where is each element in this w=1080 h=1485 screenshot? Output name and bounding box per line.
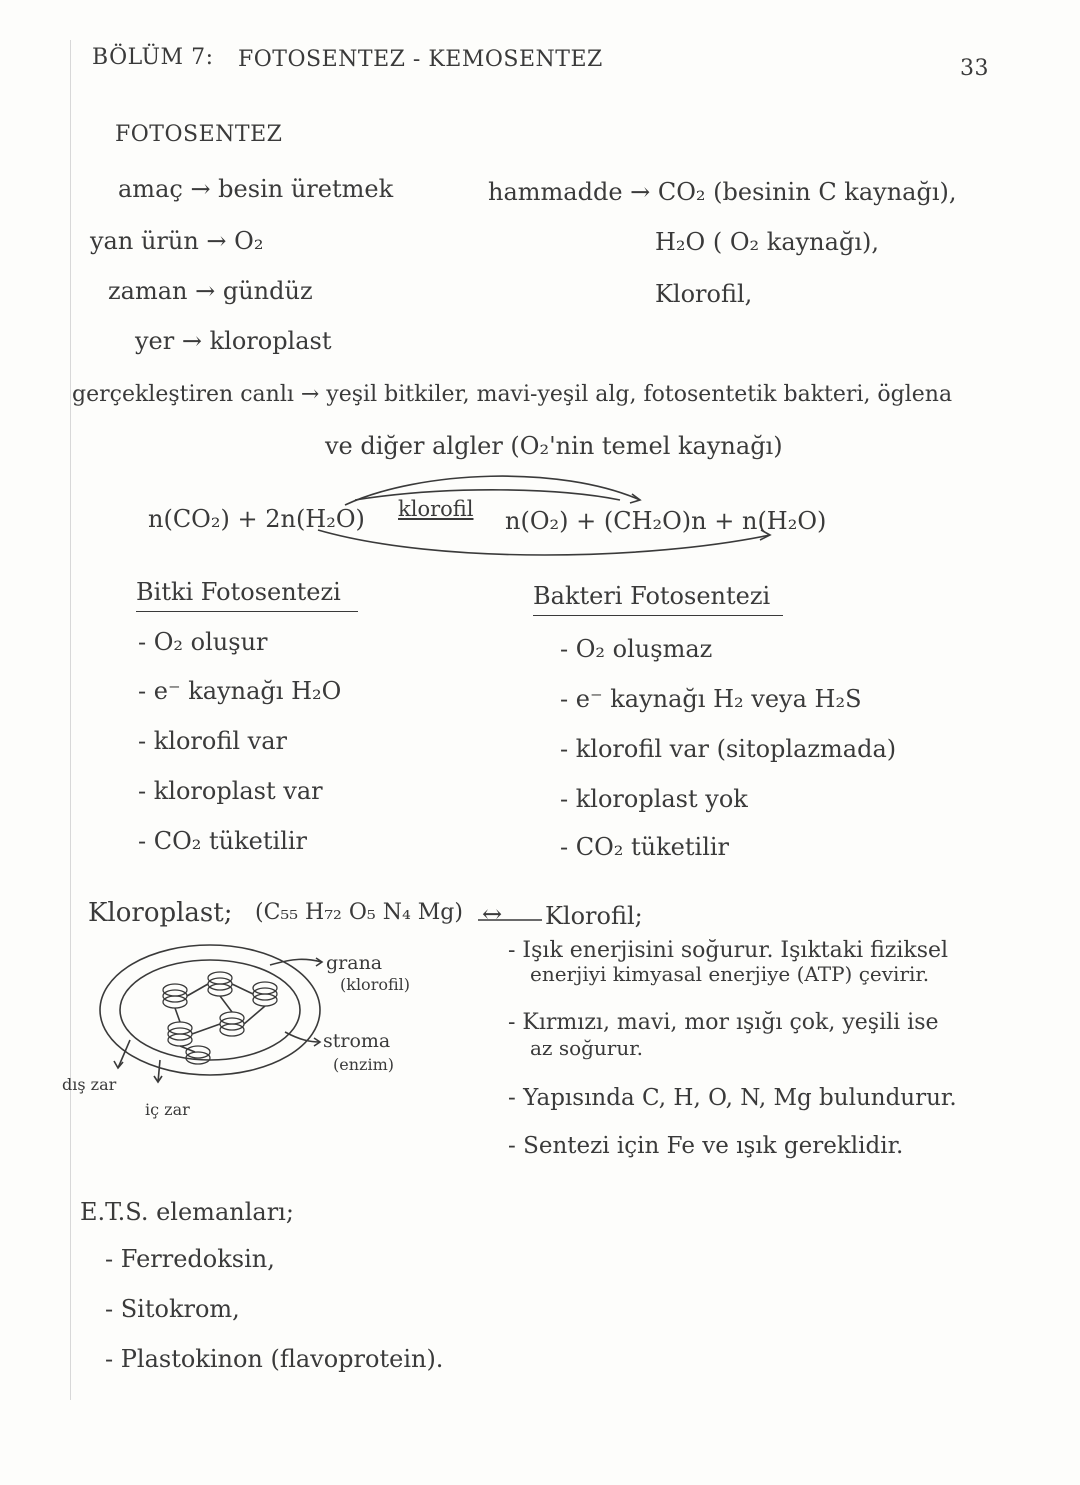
- fact-amac: amaç → besin üretmek: [118, 175, 394, 203]
- chlorophyll-formula: (C₅₅ H₇₂ O₅ N₄ Mg): [255, 900, 463, 925]
- fact-yer: yer → kloroplast: [135, 327, 332, 355]
- stroma-note: (enzim): [333, 1055, 394, 1074]
- chapter-label: BÖLÜM 7:: [92, 45, 214, 70]
- equation-left: n(CO₂) + 2n(H₂O): [148, 505, 365, 533]
- bacteria-item: - kloroplast yok: [560, 785, 748, 813]
- klorofil-fact: - Işık enerjisini soğurur. Işıktaki fiziksel: [508, 938, 949, 963]
- performers-line-1: gerçekleştiren canlı → yeşil bitkiler, mavi-yeşil alg, fotosentetik bakteri, öglena: [72, 382, 953, 407]
- outer-membrane: [100, 945, 320, 1075]
- hammadde-line-3: Klorofil,: [655, 280, 753, 308]
- plant-item: - klorofil var: [138, 727, 287, 755]
- stroma-label: stroma: [323, 1030, 391, 1052]
- klorofil-fact: az soğurur.: [530, 1036, 643, 1060]
- page-number: 33: [960, 56, 989, 81]
- equation-right: n(O₂) + (CH₂O)n + n(H₂O): [505, 507, 827, 535]
- ets-item: - Sitokrom,: [105, 1295, 240, 1323]
- bacteria-item: - klorofil var (sitoplazmada): [560, 735, 897, 763]
- klorofil-fact: - Sentezi için Fe ve ışık gereklidir.: [508, 1133, 904, 1159]
- klorofil-fact: enerjiyi kimyasal enerjiye (ATP) çevirir.: [530, 962, 930, 986]
- bacteria-item: - O₂ oluşmaz: [560, 635, 713, 663]
- performers-line-2: ve diğer algler (O₂'nin temel kaynağı): [325, 432, 783, 460]
- plant-item: - kloroplast var: [138, 777, 323, 805]
- ets-title: E.T.S. elemanları;: [80, 1198, 294, 1226]
- hammadde-line-1: hammadde → CO₂ (besinin C kaynağı),: [488, 178, 957, 206]
- page-title: FOTOSENTEZ - KEMOSENTEZ: [238, 47, 603, 72]
- ets-item: - Plastokinon (flavoprotein).: [105, 1345, 444, 1373]
- fact-yan-urun: yan ürün → O₂: [90, 227, 264, 255]
- ets-item: - Ferredoksin,: [105, 1245, 275, 1273]
- ic-zar-label: iç zar: [145, 1100, 190, 1119]
- plant-item: - e⁻ kaynağı H₂O: [138, 677, 342, 705]
- hammadde-line-2: H₂O ( O₂ kaynağı),: [655, 228, 879, 256]
- bacteria-item: - CO₂ tüketilir: [560, 833, 730, 861]
- dis-zar-label: dış zar: [62, 1075, 117, 1094]
- grana-note: (klorofil): [340, 975, 410, 994]
- klorofil-heading: Klorofil;: [545, 902, 643, 930]
- bacteria-heading: Bakteri Fotosentezi: [533, 582, 783, 616]
- bacteria-item: - e⁻ kaynağı H₂ veya H₂S: [560, 685, 862, 713]
- section-title: FOTOSENTEZ: [115, 122, 283, 147]
- plant-item: - O₂ oluşur: [138, 628, 268, 656]
- plant-item: - CO₂ tüketilir: [138, 827, 308, 855]
- grana-label: grana: [326, 952, 383, 974]
- plant-heading: Bitki Fotosentezi: [136, 578, 358, 612]
- fact-zaman: zaman → gündüz: [108, 277, 313, 305]
- klorofil-fact: - Kırmızı, mavi, mor ışığı çok, yeşili ise: [508, 1010, 939, 1035]
- klorofil-fact: - Yapısında C, H, O, N, Mg bulundurur.: [508, 1085, 957, 1111]
- chloroplast-title: Kloroplast;: [88, 898, 233, 928]
- equation-catalyst: klorofil: [398, 497, 474, 521]
- exchange-arrow: ↔: [482, 900, 503, 928]
